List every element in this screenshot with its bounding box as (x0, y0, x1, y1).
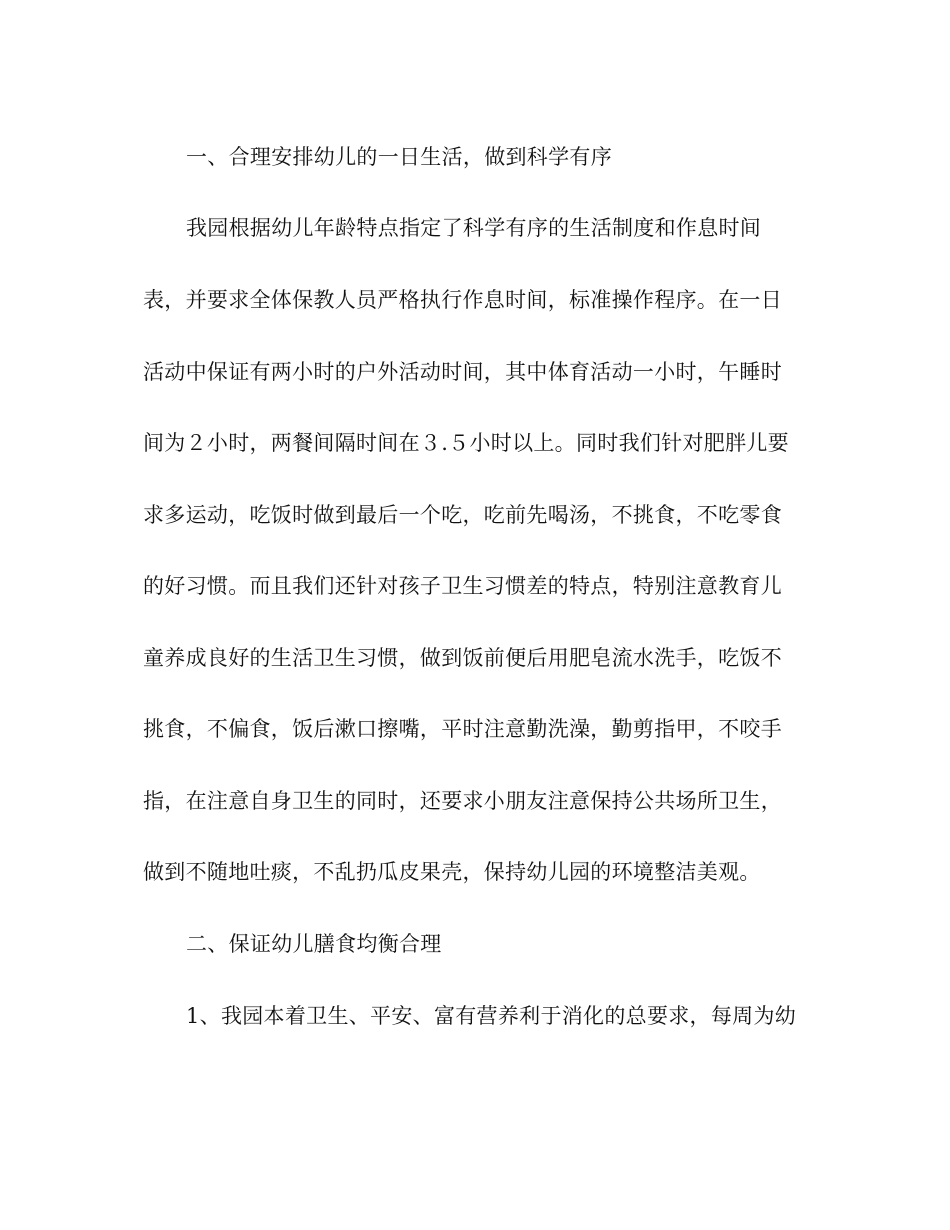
section-heading-1: 一、合理安排幼儿的一日生活，做到科学有序 (186, 145, 612, 169)
paragraph-line: 做到不随地吐痰，不乱扔瓜皮果壳，保持幼儿园的环境整洁美观。 (143, 860, 761, 884)
paragraph-line: 1、我园本着卫生、平安、富有营养利于消化的总要求，每周为幼 (186, 1004, 797, 1028)
paragraph-line: 活动中保证有两小时的户外活动时间，其中体育活动一小时，午睡时 (143, 360, 782, 384)
paragraph-line: 表，并要求全体保教人员严格执行作息时间，标准操作程序。在一日 (143, 288, 782, 312)
paragraph-line: 指，在注意自身卫生的同时，还要求小朋友注意保持公共场所卫生， (143, 789, 782, 813)
paragraph-line: 童养成良好的生活卫生习惯，做到饭前便后用肥皂流水洗手，吃饭不 (143, 646, 782, 670)
paragraph-line: 间为２小时，两餐间隔时间在３.５小时以上。同时我们针对肥胖儿要 (143, 431, 789, 455)
paragraph-line: 挑食，不偏食，饭后漱口擦嘴，平时注意勤洗澡，勤剪指甲，不咬手 (143, 717, 782, 741)
paragraph-line: 我园根据幼儿年龄特点指定了科学有序的生活制度和作息时间 (186, 216, 762, 240)
paragraph-line: 求多运动，吃饭时做到最后一个吃，吃前先喝汤，不挑食，不吃零食 (143, 503, 782, 527)
section-heading-2: 二、保证幼儿膳食均衡合理 (186, 932, 442, 956)
paragraph-line: 的好习惯。而且我们还针对孩子卫生习惯差的特点，特别注意教育儿 (143, 574, 782, 598)
